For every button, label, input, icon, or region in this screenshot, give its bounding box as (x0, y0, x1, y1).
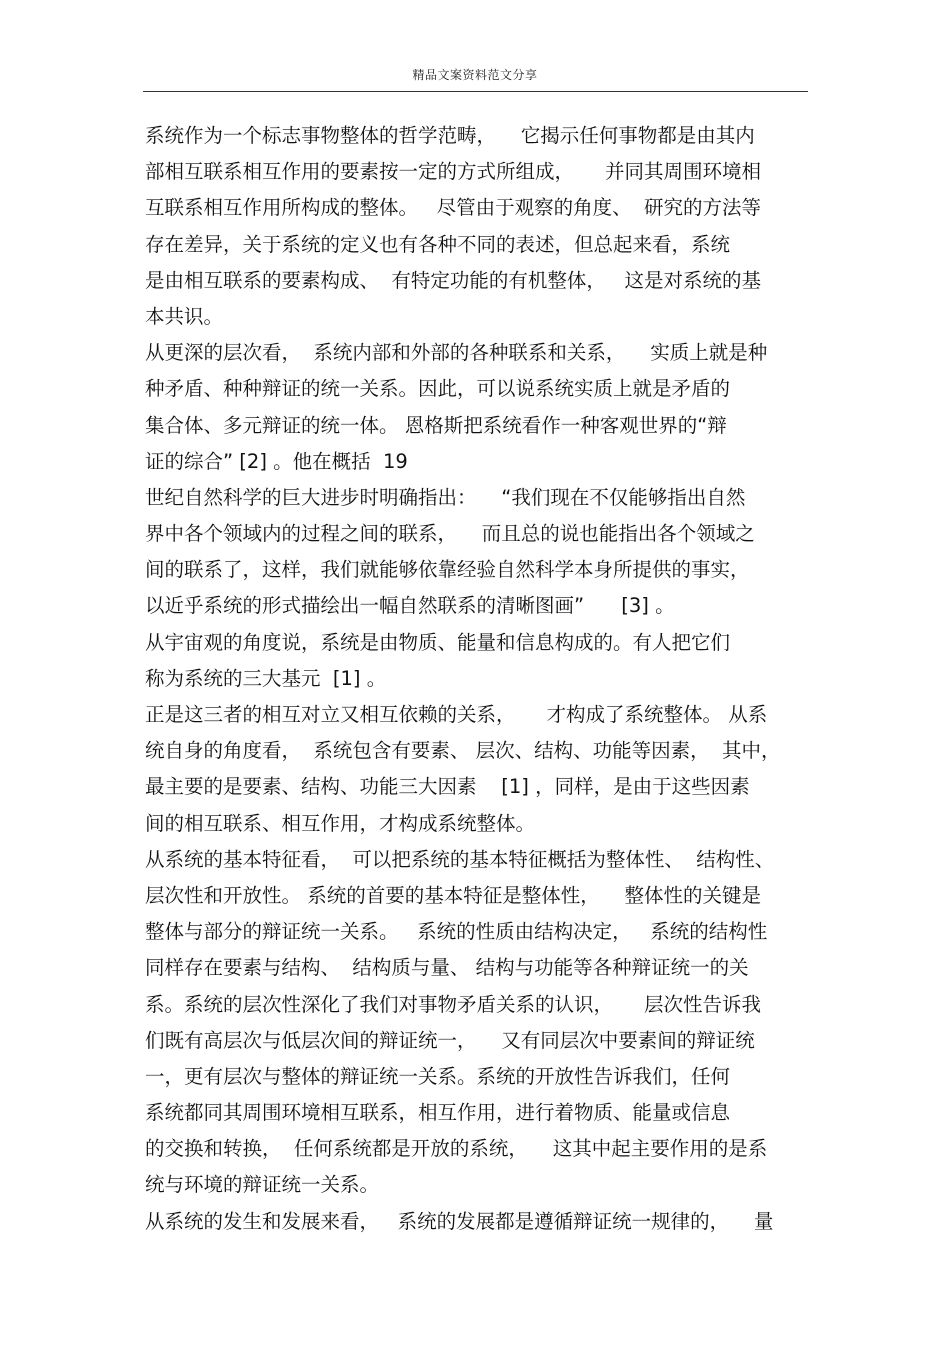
text-line: 间的相互联系、相互作用，才构成系统整体。 (145, 811, 536, 835)
text-line: 同样存在要素与结构、 结构质与量、 结构与功能等各种辩证统一的关 (145, 956, 749, 980)
text-line: 最主要的是要素、结构、功能三大因素 [1] ，同样，是由于这些因素 (145, 775, 750, 799)
text-line: 统与环境的辩证统一关系。 (145, 1173, 380, 1197)
text-line: 种矛盾、种种辩证的统一关系。因此，可以说系统实质上就是矛盾的 (145, 377, 731, 401)
text-line: 世纪自然科学的巨大进步时明确指出： “我们现在不仅能够指出自然 (145, 485, 746, 509)
text-line: 存在差异，关于系统的定义也有各种不同的表述，但总起来看，系统 (145, 232, 731, 256)
text-line: 一，更有层次与整体的辩证统一关系。系统的开放性告诉我们，任何 (145, 1064, 731, 1088)
text-line: 本共识。 (145, 304, 224, 328)
text-line: 系统都同其周围环境相互联系，相互作用，进行着物质、能量或信息 (145, 1101, 731, 1125)
document-body (145, 118, 810, 1240)
text-line: 系。系统的层次性深化了我们对事物矛盾关系的认识， 层次性告诉我 (145, 992, 761, 1016)
text-line: 集合体、多元辩证的统一体。 恩格斯把系统看作一种客观世界的“辩 (145, 413, 727, 437)
text-line: 系统作为一个标志事物整体的哲学范畴， 它揭示任何事物都是由其内 (145, 124, 755, 147)
text-line: 称为系统的三大基元 [1] 。 (145, 666, 387, 690)
text-line: 从系统的发生和发展来看， 系统的发展都是遵循辩证统一规律的， 量 (145, 1209, 774, 1233)
text-line: 层次性和开放性。 系统的首要的基本特征是整体性， 整体性的关键是 (145, 883, 761, 907)
text-line: 证的综合” [2] 。他在概括 19 (145, 449, 408, 473)
text-line: 从系统的基本特征看， 可以把系统的基本特征概括为整体性、 结构性、 (145, 847, 775, 871)
text-line: 从宇宙观的角度说，系统是由物质、能量和信息构成的。有人把它们 (145, 630, 731, 654)
text-line: 以近乎系统的形式描绘出一幅自然联系的清晰图画” [3] 。 (145, 594, 675, 618)
text-line: 部相互联系相互作用的要素按一定的方式所组成， 并同其周围环境相 (145, 160, 761, 184)
text-line: 的交换和转换， 任何系统都是开放的系统， 这其中起主要作用的是系 (145, 1137, 768, 1161)
text-line: 是由相互联系的要素构成、 有特定功能的有机整体， 这是对系统的基 (145, 268, 761, 292)
page-header-title: 精品文案资料范文分享 (412, 68, 538, 82)
text-line: 们既有高层次与低层次间的辩证统一， 又有同层次中要素间的辩证统 (145, 1028, 755, 1052)
text-line: 统自身的角度看， 系统包含有要素、 层次、结构、功能等因素， 其中， (145, 739, 781, 763)
text-line: 正是这三者的相互对立又相互依赖的关系， 才构成了系统整体。 从系 (145, 703, 768, 726)
header-divider (143, 91, 808, 92)
text-line: 整体与部分的辩证统一关系。 系统的性质由结构决定， 系统的结构性 (145, 920, 768, 944)
text-line: 界中各个领域内的过程之间的联系， 而且总的说也能指出各个领域之 (145, 522, 755, 546)
text-line: 从更深的层次看， 系统内部和外部的各种联系和关系， 实质上就是种 (145, 341, 768, 365)
text-line: 互联系相互作用所构成的整体。 尽管由于观察的角度、 研究的方法等 (145, 196, 761, 220)
text-line: 间的联系了，这样，我们就能够依靠经验自然科学本身所提供的事实， (145, 558, 750, 582)
